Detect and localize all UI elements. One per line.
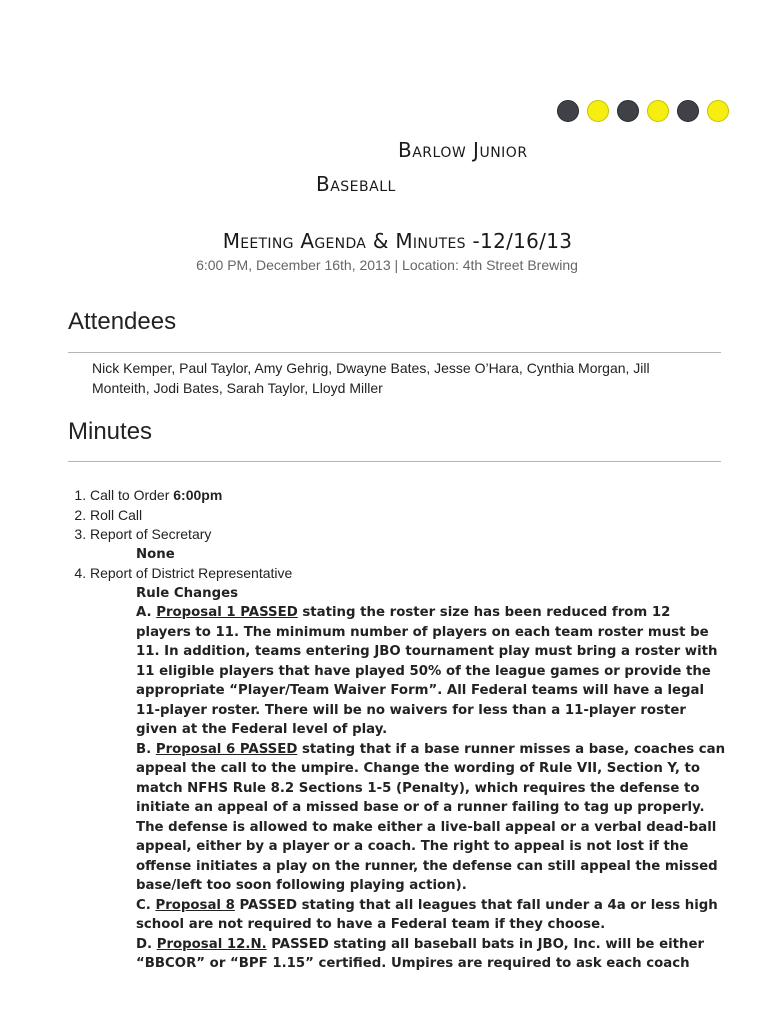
minutes-list [68, 486, 728, 974]
org-name-line1: Barlow Junior [398, 138, 528, 162]
list-item: 3. Report of Secretary None [90, 525, 728, 564]
list-item: 1. Call to Order 6:00pm [90, 486, 728, 506]
list-item: 4. Report of District Representative Rule Changes A. Proposal 1 PASSED stating the roster size has been reduced from 12 players to 11. The minimum number of players on each team roster must be 11. In addition, teams entering JBO tournament play must bring a roster with 11 eligible players that have played 50% of the league games or provide the appropriate “Player/Team Waiver Form”. All Federal teams will have a legal 11-player roster. There will be no waivers for less than a 11-player roster given at the Federal level of play. B. Proposal 6 PASSED stating that if a base runner misses a base, coaches can appeal the call to the umpire. Change the wording of Rule VII, Section Y, to match NFHS Rule 8.2 Sections 1-5 (Penalty), which requires the defense to initiate an appeal of a missed base or of a runner failing to tag up properly. The defense is allowed to make either a live-ball appeal or a verbal dead-ball appeal, either by a player or a coach. The right to appeal is not lost if the offense initiates a play on the runner, the defense can still appeal the missed base/left too soon following playing action). C. Proposal 8 PASSED stating that all leagues that fall under a 4a or less high school are not required to have a Federal team if they choose. D. Proposal 12.N. PASSED stating all baseball bats in JBO, Inc. will be either “BBCOR” or “BPF 1.15” certified. Umpires are required to ask each coach [90, 564, 728, 974]
dot-dark [557, 100, 579, 122]
minutes-body [68, 486, 728, 974]
list-item: 2. Roll Call [90, 506, 728, 526]
dot-dark [617, 100, 639, 122]
minutes-heading: Minutes [68, 418, 153, 445]
decorative-dots [557, 100, 729, 122]
proposal-a: A. Proposal 1 PASSED stating the roster size has been reduced from 12 players to 11. The minimum number of players on each team roster must be 11. In addition, teams entering JBO tournament play must bring a roster with 11 eligible players that have played 50% of the league games or provide the appropriate “Player/Team Waiver Form”. All Federal teams will have a legal 11-player roster. There will be no waivers for less than a 11-player roster given at the Federal level of play. [136, 605, 718, 737]
attendees-heading: Attendees [68, 308, 177, 335]
minutes-divider [68, 461, 721, 462]
proposal-c: C. Proposal 8 PASSED stating that all leagues that fall under a 4a or less high school are not required to have a Federal team if they choose. [136, 897, 718, 932]
secretary-report: None [136, 546, 175, 562]
proposal-d: D. Proposal 12.N. PASSED stating all baseball bats in JBO, Inc. will be either “BBCOR” or “BPF 1.15” certified. Umpires are required to ask each coach [136, 936, 705, 971]
attendees-list: Nick Kemper, Paul Taylor, Amy Gehrig, Dwayne Bates, Jesse O’Hara, Cynthia Morgan, Jill Monteith, Jodi Bates, Sarah Taylor, Lloyd Miller [92, 360, 650, 396]
rule-changes-heading: Rule Changes [136, 585, 239, 601]
dot-dark [677, 100, 699, 122]
meeting-subtitle: 6:00 PM, December 16th, 2013 | Location: 4th Street Brewing [196, 257, 578, 273]
dot-yellow [647, 100, 669, 122]
attendees-divider [68, 352, 721, 353]
proposal-b: B. Proposal 6 PASSED stating that if a base runner misses a base, coaches can appeal the call to the umpire. Change the wording of Rule VII, Section Y, to match NFHS Rule 8.2 Sections 1-5 (Penalty), which requires the defense to initiate an appeal of a missed base or of a runner failing to tag up properly. The defense is allowed to make either a live-ball appeal or a verbal dead-ball appeal, either by a player or a coach. The right to appeal is not lost if the offense initiates a play on the runner, the defense can still appeal the missed base/left too soon following playing action). [136, 741, 726, 893]
dot-yellow [707, 100, 729, 122]
dot-yellow [587, 100, 609, 122]
org-name-line2: Baseball [316, 172, 396, 196]
meeting-title: Meeting Agenda & Minutes -12/16/13 [222, 229, 573, 253]
